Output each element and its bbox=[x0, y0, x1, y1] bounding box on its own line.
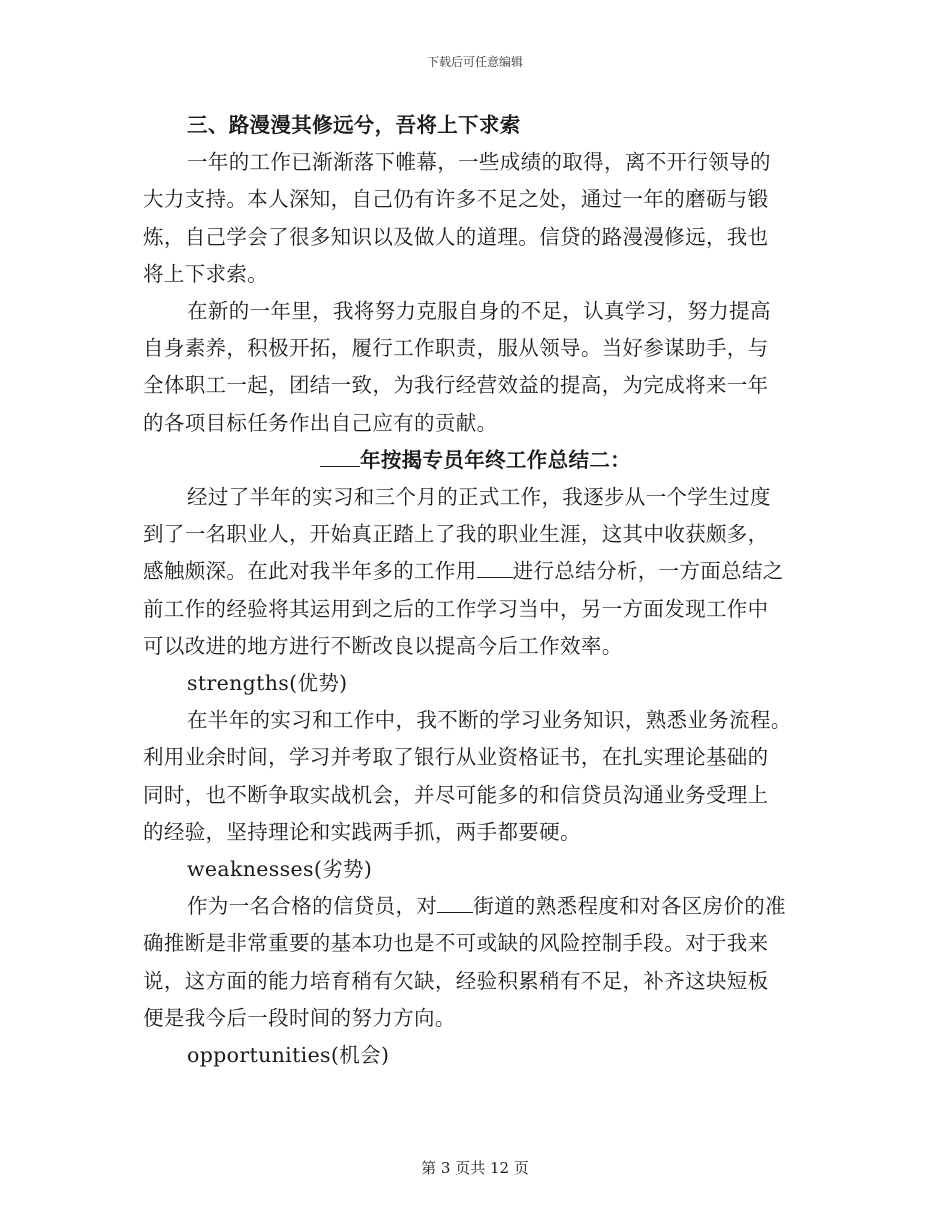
paragraph bbox=[143, 479, 808, 665]
summary-title-text: 年按揭专员年终工作总结二： bbox=[359, 447, 632, 472]
paragraph-line: 全体职工一起，团结一致，为我行经营效益的提高，为完成将来一年 bbox=[143, 373, 769, 398]
paragraph-line: 的经验，坚持理论和实践两手抓，两手都要硬。 bbox=[143, 819, 581, 844]
paragraph-line: 在新的一年里，我将努力克服自身的不足，认真学习，努力提高 bbox=[187, 299, 771, 324]
page-number: 第 3 页共 12 页 bbox=[421, 1159, 529, 1177]
paragraph bbox=[143, 144, 808, 293]
page-header-note: 下载后可任意编辑 bbox=[426, 55, 523, 69]
text-fragment: 进行总结分析，一方面总结之 bbox=[512, 559, 784, 584]
paragraph-line: 同时，也不断争取实战机会，并尽可能多的和信贷员沟通业务受理上 bbox=[143, 782, 769, 807]
paragraph-line: 将上下求索。 bbox=[143, 261, 269, 286]
text-fragment: 作为一名合格的信贷员，对 bbox=[187, 894, 438, 919]
paragraph-line: 在半年的实习和工作中，我不断的学习业务知识，熟悉业务流程。 bbox=[187, 708, 792, 733]
document-body bbox=[143, 107, 808, 1074]
paragraph-line: 大力支持。本人深知，自己仍有许多不足之处，通过一年的磨砺与锻 bbox=[143, 187, 769, 212]
blank-underline bbox=[437, 894, 473, 913]
paragraph-line: 可以改进的地方进行不断改良以提高今后工作效率。 bbox=[143, 633, 623, 658]
paragraph bbox=[143, 293, 808, 442]
opportunities-heading: opportunities(机会) bbox=[187, 1043, 390, 1068]
paragraph bbox=[143, 702, 808, 851]
paragraph-line bbox=[143, 553, 808, 590]
paragraph-line: 前工作的经验将其运用到之后的工作学习当中，另一方面发现工作中 bbox=[143, 596, 769, 621]
strengths-heading: strengths(优势) bbox=[187, 671, 348, 696]
paragraph-line: 确推断是非常重要的基本功也是不可或缺的风险控制手段。对于我来 bbox=[143, 931, 769, 956]
paragraph-line: 便是我今后一段时间的努力方向。 bbox=[143, 1005, 456, 1030]
paragraph-line: 经过了半年的实习和三个月的正式工作，我逐步从一个学生过度 bbox=[187, 485, 771, 510]
paragraph-line: 的各项目标任务作出自己应有的贡献。 bbox=[143, 410, 498, 435]
paragraph-line: 自身素养，积极开拓，履行工作职责，服从领导。当好参谋助手，与 bbox=[143, 336, 769, 361]
paragraph-line: 一年的工作已渐渐落下帷幕，一些成绩的取得，离不开行领导的 bbox=[187, 150, 771, 175]
paragraph-line: 炼，自己学会了很多知识以及做人的道理。信贷的路漫漫修远，我也 bbox=[143, 224, 769, 249]
blank-underline bbox=[320, 448, 360, 467]
paragraph-line bbox=[143, 888, 808, 925]
summary-title bbox=[143, 442, 808, 479]
weaknesses-heading: weaknesses(劣势) bbox=[187, 857, 373, 882]
paragraph-line: 利用业余时间，学习并考取了银行从业资格证书，在扎实理论基础的 bbox=[143, 745, 769, 770]
text-fragment: 感触颇深。在此对我半年多的工作用 bbox=[143, 559, 477, 584]
paragraph-line: 说，这方面的能力培育稍有欠缺，经验积累稍有不足，补齐这块短板 bbox=[143, 968, 769, 993]
paragraph-line: 到了一名职业人，开始真正踏上了我的职业生涯，这其中收获颇多， bbox=[143, 522, 769, 547]
paragraph bbox=[143, 888, 808, 1037]
section-heading: 三、路漫漫其修远兮，吾将上下求索 bbox=[187, 113, 521, 137]
text-fragment: 街道的熟悉程度和对各区房价的准 bbox=[473, 894, 786, 919]
blank-underline bbox=[477, 559, 513, 578]
